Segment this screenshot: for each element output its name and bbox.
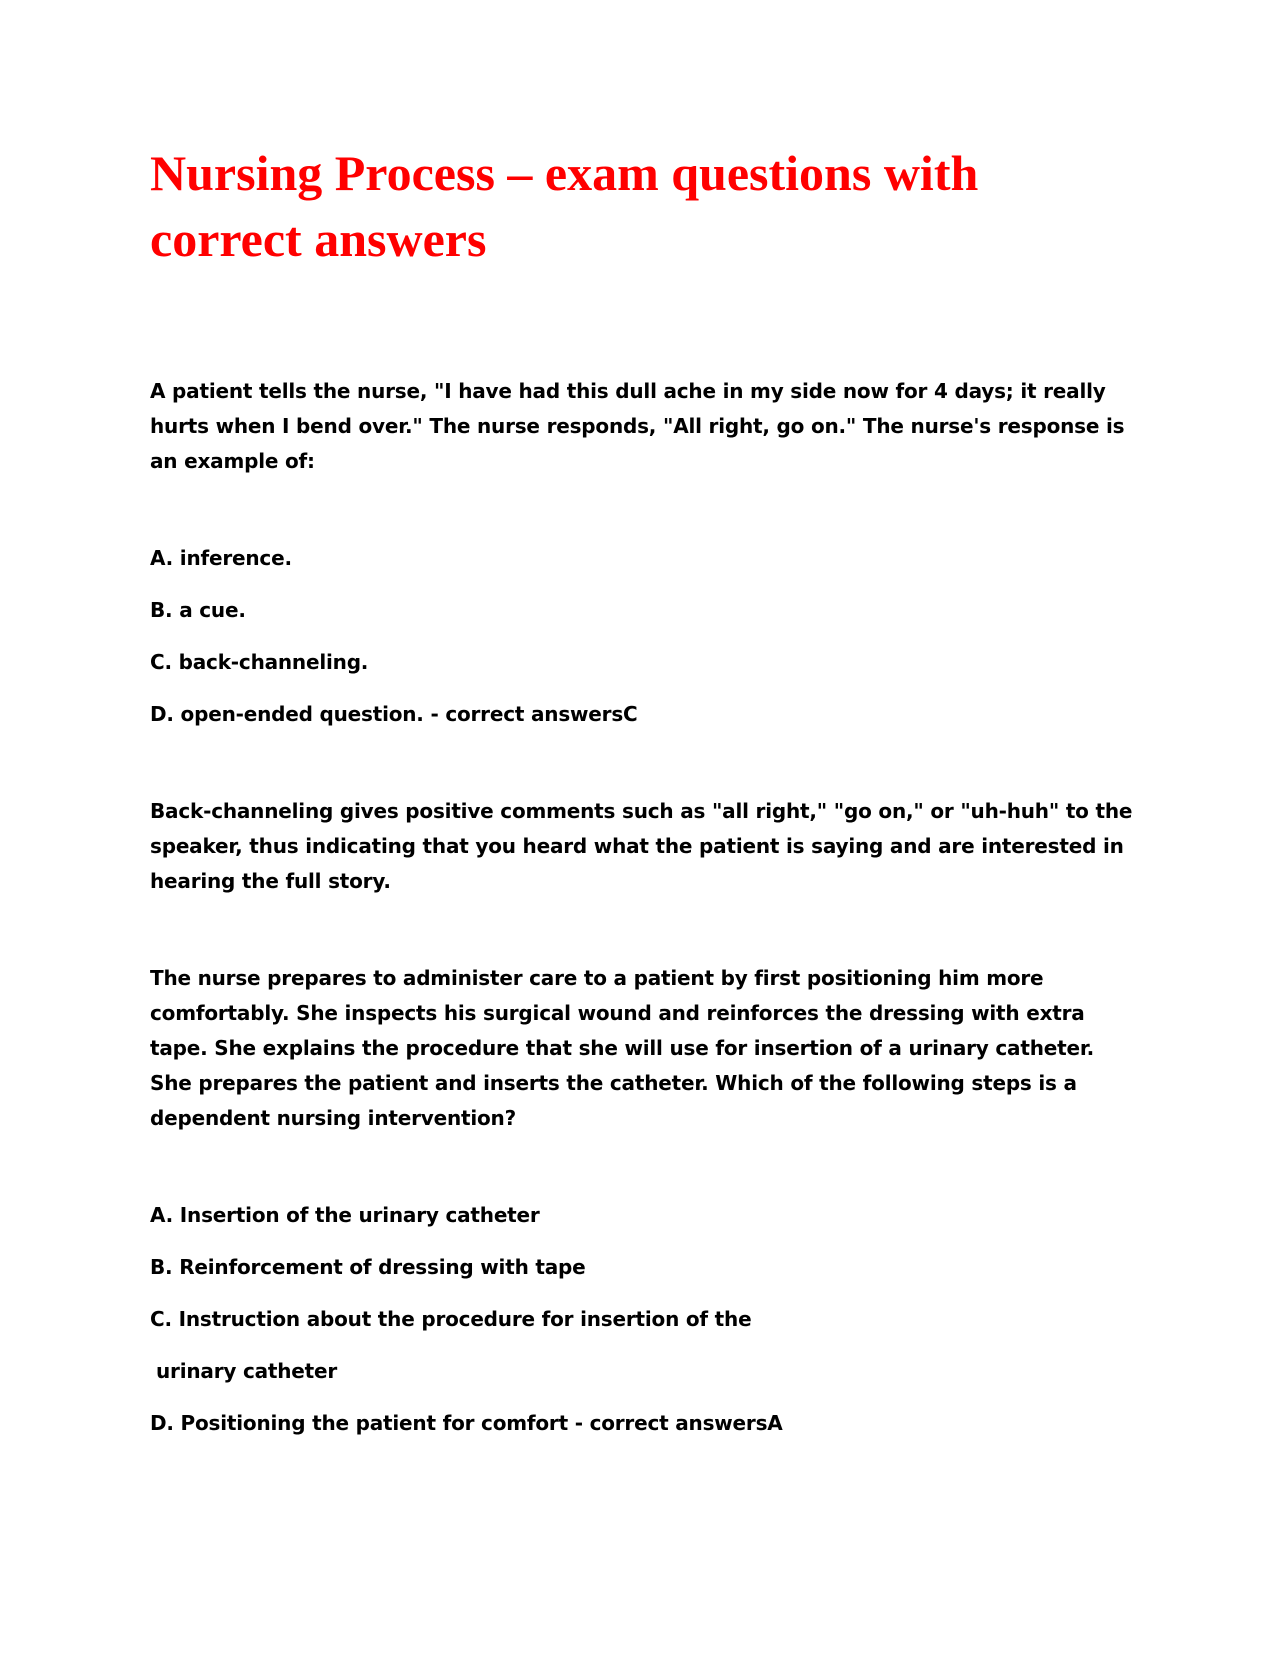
question-1-option-b: B. a cue. (150, 598, 246, 622)
question-2-option-b: B. Reinforcement of dressing with tape (150, 1255, 586, 1279)
question-2-option-d: D. Positioning the patient for comfort - correct answersA (150, 1411, 783, 1435)
document-title: Nursing Process – exam questions with correct answers (150, 145, 979, 267)
question-1-option-d: D. open-ended question. - correct answersC (150, 702, 638, 726)
question-1-option-a: A. inference. (150, 546, 292, 570)
document-content (150, 140, 1140, 1441)
question-2-options (150, 1198, 1140, 1441)
question-1-rationale: Back-channeling gives positive comments such as "all right," "go on," or "uh-huh" to the speaker, thus indicating that you heard what the patient is saying and are interested in hearing the full story. (150, 799, 1133, 893)
question-2-option-a: A. Insertion of the urinary catheter (150, 1203, 540, 1227)
question-2 (150, 961, 1140, 1441)
question-1-option-c: C. back-channeling. (150, 650, 369, 674)
question-2-option-c: C. Instruction about the procedure for insertion of the (150, 1307, 752, 1331)
question-1-stem: A patient tells the nurse, "I have had this dull ache in my side now for 4 days; it really hurts when I bend over." The nurse responds, "All right, go on." The nurse's response is an example of: (150, 379, 1125, 473)
question-2-option-c-continued: urinary catheter (156, 1359, 338, 1383)
question-1 (150, 374, 1140, 899)
question-2-stem: The nurse prepares to administer care to a patient by first positioning him more comfortably. She inspects his surgical wound and reinforces the dressing with extra tape. She explains the procedure that she will use for insertion of a urinary catheter. She prepares the patient and inserts the catheter. Which of the following steps is a dependent nursing intervention? (150, 966, 1095, 1130)
question-1-options (150, 541, 1140, 732)
